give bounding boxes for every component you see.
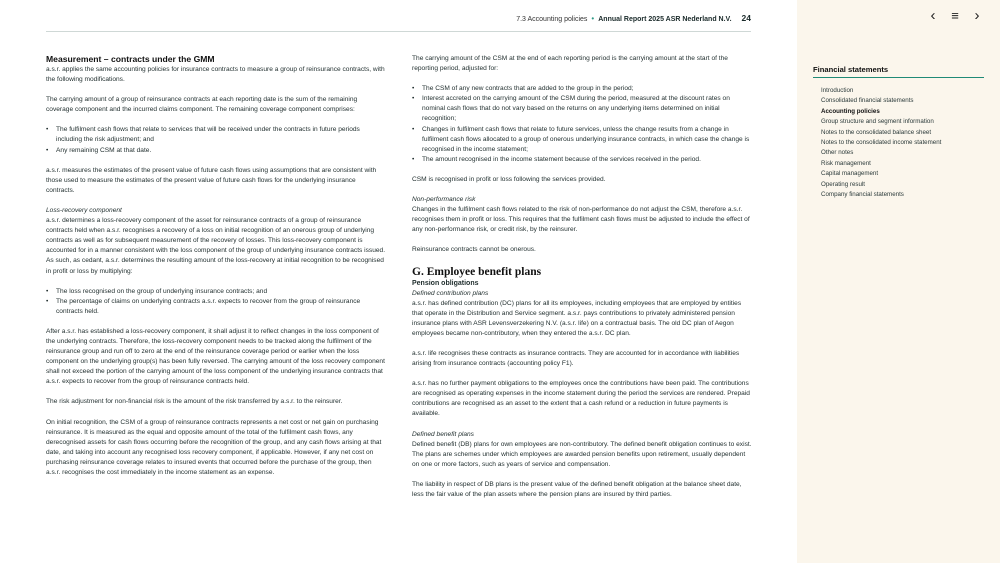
section-label: 7.3 Accounting policies bbox=[516, 16, 588, 23]
toc-item-operating-result[interactable]: Operating result bbox=[821, 180, 866, 188]
toc-item-group-structure[interactable]: Group structure and segment information bbox=[821, 118, 934, 126]
paragraph: The risk adjustment for non-financial risk is the amount of the risk transferred by a.s.r. to the reinsurer. bbox=[46, 398, 343, 406]
toc-item-introduction[interactable]: Introduction bbox=[821, 87, 854, 94]
paragraph: The carrying amount of the CSM at the end of each reporting period is the carrying amount at the start of the reporting period, adjusted for: bbox=[412, 55, 728, 73]
subheading-loss-recovery: Loss-recovery component bbox=[46, 206, 122, 214]
paragraph: a.s.r. has no further payment obligations to the employees once the contributions have been paid. The contributions are recognised as operating expenses in the income statement during the period the services are rendered. Prepaid contributions are recognised as an asset to the extent that a cash refund or a reduction in future payments is available. bbox=[412, 380, 750, 418]
left-column bbox=[46, 54, 386, 488]
heading-employee-benefits: G. Employee benefit plans bbox=[412, 265, 542, 278]
header-divider bbox=[46, 31, 751, 32]
separator-dot-icon: • bbox=[591, 14, 595, 23]
list-item: • The CSM of any new contracts that are added to the group in the period; bbox=[412, 84, 752, 94]
paragraph: a.s.r. life recognises these contracts as insurance contracts. They are accounted for in accordance with liabilities arising from insurance contracts (accounting policy F1). bbox=[412, 349, 740, 368]
chevron-right-icon[interactable]: › bbox=[974, 7, 980, 24]
toc-item-company-statements[interactable]: Company financial statements bbox=[821, 191, 904, 199]
list-item: • The fulfilment cash flows that relate to services that will be received under the contracts in future periods including the risk adjustment; and bbox=[46, 125, 386, 145]
paragraph: The carrying amount of a group of reinsurance contracts at each reporting date is the sum of the remaining coverage component and the incurred claims component. The remaining coverage component comprises: bbox=[46, 96, 358, 114]
bullet-list bbox=[46, 125, 386, 155]
paragraph: On initial recognition, the CSM of a group of reinsurance contracts represents a net cost or net gain on purchasing reinsurance. It is measured as the equal and opposite amount of the total of the fulfilment cash flows, any derecognised assets for cash flows occurring before the recognition of the group, and any cash flows arising at that date, and taking into account any recognised loss recovery component, if applicable. However, if any net cost on purchasing reinsurance coverage relates to insured events that occurred before the purchase of the group, then a.s.r. recognises the cost immediately in the income statement as an expense. bbox=[46, 418, 382, 476]
paragraph: a.s.r. applies the same accounting policies for insurance contracts to measure a group of reinsurance contracts, with the following modifications. bbox=[46, 66, 385, 84]
paragraph: CSM is recognised in profit or loss following the services provided. bbox=[412, 175, 606, 183]
subheading-dc-plans: Defined contribution plans bbox=[412, 289, 489, 297]
report-title: Annual Report 2025 ASR Nederland N.V. bbox=[598, 16, 732, 23]
toc-item-other-notes[interactable]: Other notes bbox=[821, 149, 854, 157]
toc-item-balance-sheet-notes[interactable]: Notes to the consolidated balance sheet bbox=[821, 128, 932, 136]
toc-item-accounting-policies[interactable]: Accounting policies bbox=[821, 107, 880, 115]
sidebar bbox=[797, 0, 1000, 563]
paragraph: Defined benefit (DB) plans for own employees are non-contributory. The defined benefit obligation continues to exist. The plans are schemes under which employees are awarded pension benefits upon retirement, usually dependent on one or more factors, such as years of service and compensation. bbox=[412, 440, 752, 468]
page-header bbox=[0, 13, 751, 27]
list-item: • The loss recognised on the group of underlying insurance contracts; and bbox=[46, 287, 386, 297]
paragraph: a.s.r. measures the estimates of the present value of future cash flows using assumptions that are consistent with those used to measure the estimates of the present value of future cash flows for the underlying insurance contracts. bbox=[46, 166, 377, 194]
list-item: • Changes in fulfilment cash flows that relate to future services, unless the change results from a change in fulfilment cash flows allocated to a group of onerous underlying insurance contracts, in which case the change is recognised in the income statement; bbox=[412, 125, 752, 155]
paragraph: The liability in respect of DB plans is the present value of the defined benefit obligation at the balance sheet date, less the fair value of the plan assets where the pension plans are insured by third parties. bbox=[412, 480, 742, 498]
paragraph: Changes in the fulfilment cash flows related to the risk of non-performance do not adjust the CSM, therefore a.s.r. recognises them in profit or loss. This requires that the fulfilment cash flows must be adjusted to include the effect of any non-performance risk, or credit risk, by the reinsurer. bbox=[412, 206, 750, 234]
menu-icon[interactable]: ≡ bbox=[951, 8, 959, 23]
list-item: • The amount recognised in the income statement because of the services received in the period. bbox=[412, 155, 752, 165]
list-item: • The percentage of claims on underlying contracts a.s.r. expects to recover from the group of reinsurance contracts held. bbox=[46, 297, 386, 317]
toc-item-income-statement-notes[interactable]: Notes to the consolidated income statement bbox=[821, 139, 942, 147]
heading-gmm: Measurement – contracts under the GMM bbox=[46, 54, 215, 64]
paragraph: a.s.r. has defined contribution (DC) plans for all its employees, including employees that are employed by entities that operate in the Distribution and Service segment. a.s.r. pays contributions to privately administered pension insurance plans with ASR Levensverzekering N.V. (a.s.r. life) on a contractual basis. The old DC plan of Aegon employees became non-contributory, when they entered the a.s.r. DC plan. bbox=[412, 299, 742, 337]
page-number: 24 bbox=[741, 13, 751, 23]
chevron-left-icon[interactable]: ‹ bbox=[930, 7, 936, 24]
subheading-db-plans: Defined benefit plans bbox=[412, 430, 474, 438]
list-item: • Interest accreted on the carrying amount of the CSM during the period, measured at the discount rates on nominal cash flows that do not vary based on the returns on any underlying items determined on initial recognition; bbox=[412, 94, 752, 124]
table-of-contents bbox=[821, 86, 991, 200]
paragraph: After a.s.r. has established a loss-recovery component, it shall adjust it to reflect changes in the loss component of the underlying contracts. Therefore, the loss-recovery component needs to be tracked along the fulfilment of the reinsurance group and run off to zero at the end of the reinsurance coverage period or earlier when the loss component on the underlying group(s) has been fully reversed. The carrying amount of the loss recovery component shall not exceed the portion of the carrying amount of the loss component of the underlying insurance contracts that a.s.r. expects to recover from the group of reinsurance contracts held. bbox=[46, 327, 385, 386]
subheading-non-performance: Non-performance risk bbox=[412, 196, 476, 204]
toc-item-consolidated[interactable]: Consolidated financial statements bbox=[821, 97, 914, 105]
paragraph: a.s.r. determines a loss-recovery component of the asset for reinsurance contracts of a group of reinsurance contracts held when a.s.r. recognises a recovery of a loss on initial recognition of an onerous group of underlying contracts as well as for subsequent measurement of the recovery of losses. This loss-recovery component is accounted for in a manner consistent with the loss component of the group of underlying insurance contracts issued. As such, as cedant, a.s.r. determines the resulting amount of the loss-recovery at initial recognition to be recognised in profit or loss by multiplying: bbox=[46, 217, 386, 275]
list-item: • Any remaining CSM at that date. bbox=[46, 146, 386, 156]
paragraph: Reinsurance contracts cannot be onerous. bbox=[412, 246, 536, 254]
bullet-list bbox=[412, 84, 752, 165]
toc-item-risk-management[interactable]: Risk management bbox=[821, 159, 871, 167]
toc-item-capital-management[interactable]: Capital management bbox=[821, 170, 879, 178]
subheading-pension: Pension obligations bbox=[412, 279, 479, 287]
bullet-list bbox=[46, 287, 386, 317]
right-column bbox=[412, 54, 752, 510]
sidebar-title: Financial statements bbox=[813, 65, 984, 78]
